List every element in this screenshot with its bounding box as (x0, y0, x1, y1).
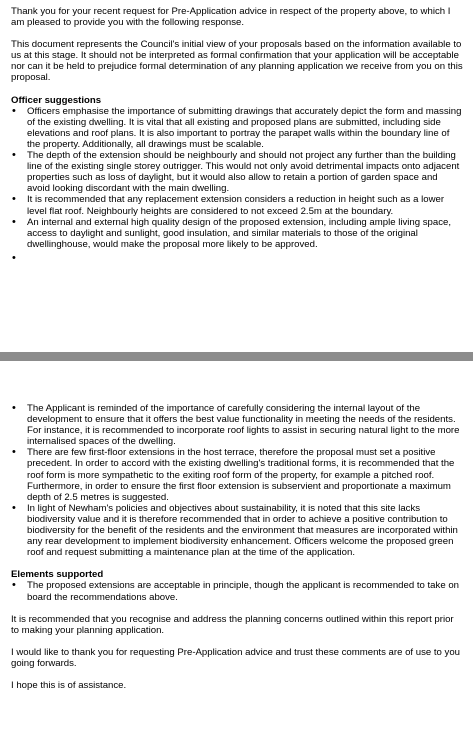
officer-suggestion-item: • Officers emphasise the importance of submitting drawings that accurately depict the form and massing of the existing dwelling. It is vital that all existing and proposed plans are submitted, including side elevations and roof plans. It is also important to portray the parapet walls within the boundary line of the property. Additionally, all drawings must be scalable. (11, 106, 463, 150)
officer-suggestion-item: • The depth of the extension should be neighbourly and should not project any further than the building line of the existing single storey outrigger. This would not only avoid detrimental impacts onto adjacent properties such as loss of daylight, but it would also allow to retain a portion of garden space and avoid looking discordant with the main dwelling. (11, 150, 463, 194)
elements-supported-heading: Elements supported (11, 569, 104, 581)
officer-suggestion-item: • It is recommended that any replacement extension considers a reduction in height such as a lower level flat roof. Neighbourly heights are considered to not exceed 2.5m at the boundary. (11, 194, 463, 216)
elements-supported-list (11, 580, 463, 602)
document-page-2 (0, 361, 473, 750)
page-1-content (11, 6, 463, 264)
closing-paragraph: I hope this is of assistance. (11, 679, 127, 691)
page-2-content (11, 403, 463, 691)
elements-supported-item: • The proposed extensions are acceptable in principle, though the applicant is recommended to take on board the recommendations above. (11, 580, 463, 602)
document-page-1 (0, 0, 473, 352)
recommendation-paragraph: It is recommended that you recognise and address the planning concerns outlined within this report prior to making your planning application. (11, 613, 454, 636)
officer-suggestions-heading: Officer suggestions (11, 94, 102, 106)
page-separator (0, 352, 473, 361)
recommendation-item: • The Applicant is reminded of the importance of carefully considering the internal layout of the development to ensure that it offers the best value functionality in meeting the needs of the residents. For instance, it is recommended to incorporate roof lights to assist in securing natural light to the more internalised spaces of the dwelling. (11, 403, 463, 447)
thanks-paragraph: I would like to thank you for requesting Pre-Application advice and trust these comments are of use to you going forwards. (11, 646, 461, 669)
officer-suggestion-item: • An internal and external high quality design of the proposed extension, including ample living space, access to daylight and sunlight, good insulation, and similar materials to those of the original dwellinghouse, would make the proposal more likely to be approved. (11, 217, 463, 250)
recommendation-item: • There are few first-floor extensions in the host terrace, therefore the proposal must set a positive precedent. In order to accord with the existing dwelling's traditional forms, it is recommended that the roof form is more sympathetic to the exiting roof form of the property, for example a pitched roof. Furthermore, in order to ensure the first floor extension is subservient and proportionate a maximum depth of 2.5 metres is suggested. (11, 447, 463, 502)
disclaimer-paragraph: This document represents the Council's initial view of your proposals based on the information available to us at this stage. It should not be interpreted as formal confirmation that your application will be acceptable nor can it be held to prejudice formal determination of any planning application we receive from you on this proposal. (11, 39, 463, 84)
empty-bullet-item (11, 253, 463, 264)
intro-paragraph: Thank you for your recent request for Pre-Application advice in respect of the property above, to which I am pleased to provide you with the following response. (11, 6, 451, 29)
recommendations-list (11, 403, 463, 558)
officer-suggestions-list (11, 106, 463, 264)
recommendation-item: • In light of Newham's policies and objectives about sustainability, it is noted that this site lacks biodiversity value and it is therefore recommended that in order to achieve a positive contribution to biodiversity for the benefit of the residents and the environment that measures are incorporated within any rear development to implement biodiversity enhancement. Officers welcome the proposed green roof and request submitting a maintenance plan at the time of the application. (11, 503, 463, 558)
